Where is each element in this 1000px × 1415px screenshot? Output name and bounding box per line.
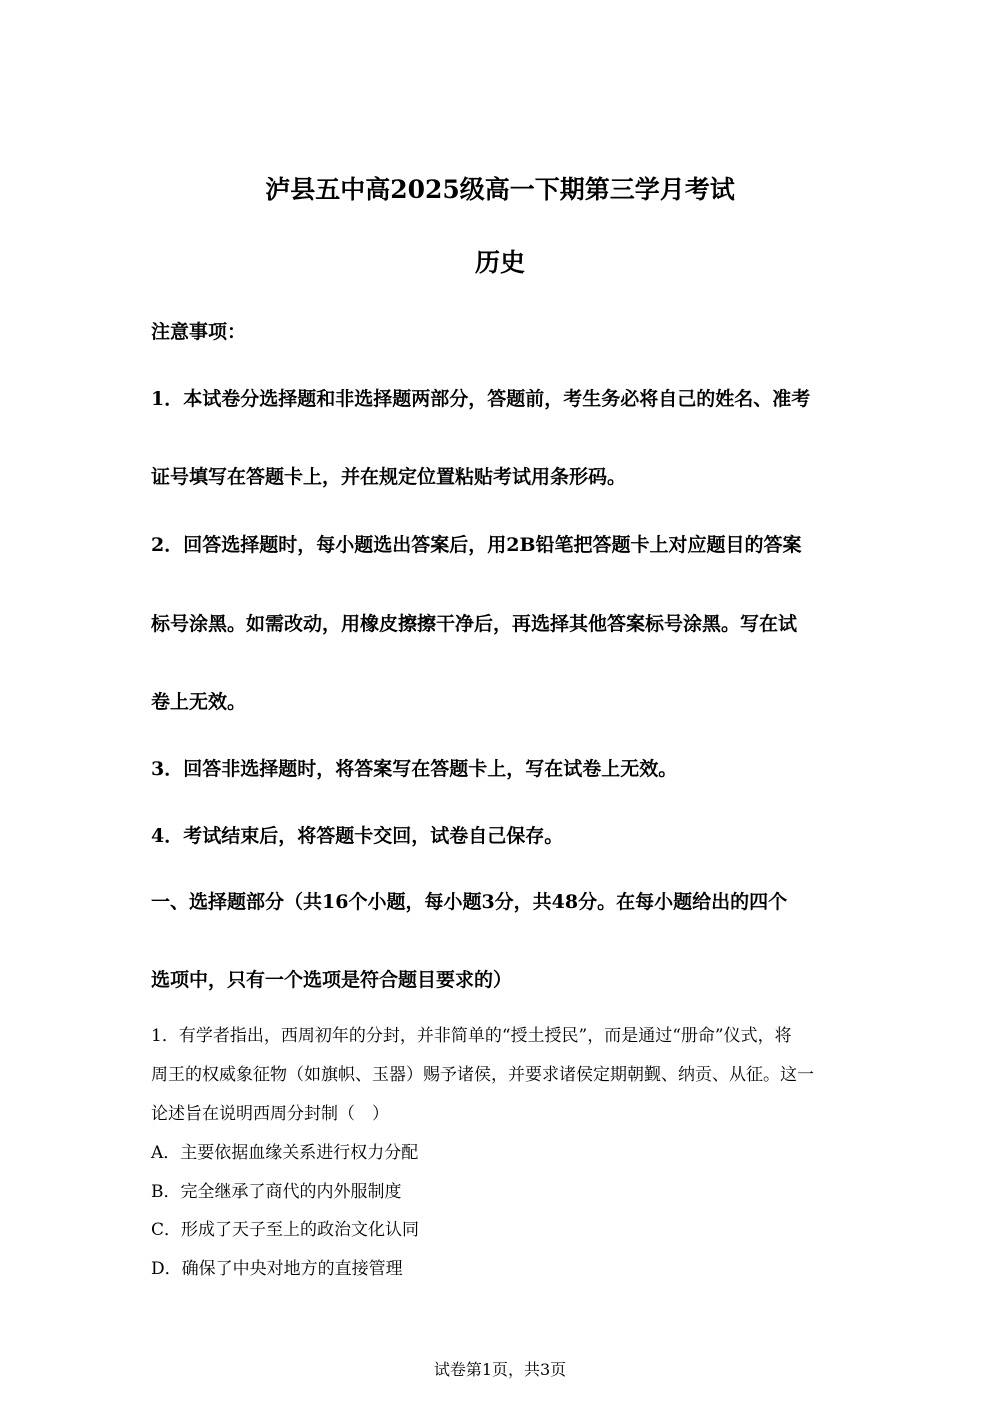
question-1-option-c: C．形成了天子至上的政治文化认同 [151,1220,420,1240]
question-1-option-b: B．完全继承了商代的内外服制度 [151,1182,402,1202]
exam-title: 泸县五中高2025级高一下期第三学月考试 [265,175,735,204]
notice-item-4: 4．考试结束后，将答题卡交回，试卷自己保存。 [151,825,564,847]
notice-item-2-line-1: 2．回答选择题时，每小题选出答案后，用2B铅笔把答题卡上对应题目的答案 [151,534,802,556]
notice-item-2-line-2: 标号涂黑。如需改动，用橡皮擦擦干净后，再选择其他答案标号涂黑。写在试 [151,613,798,635]
notice-item-1-line-1: 1．本试卷分选择题和非选择题两部分，答题前，考生务必将自己的姓名、准考 [151,388,811,410]
notice-item-2-line-3: 卷上无效。 [151,691,247,713]
section-heading-line-2: 选项中，只有一个选项是符合题目要求的） [151,969,513,991]
question-1-line-1: 1．有学者指出，西周初年的分封，并非简单的“授土授民”，而是通过“册命”仪式，将 [151,1026,792,1046]
question-1-line-3: 论述旨在说明西周分封制（ ） [151,1104,389,1124]
notice-item-1-line-2: 证号填写在答题卡上，并在规定位置粘贴考试用条形码。 [151,466,627,488]
question-1-line-2: 周王的权威象征物（如旗帜、玉器）赐予诸侯，并要求诸侯定期朝觐、纳贡、从征。这一 [151,1065,814,1085]
page-footer: 试卷第1页，共3页 [433,1360,567,1379]
question-1-option-a: A．主要依据血缘关系进行权力分配 [151,1143,419,1163]
subject-title: 历史 [474,248,525,277]
section-heading-line-1: 一、选择题部分（共16个小题，每小题3分，共48分。在每小题给出的四个 [151,891,788,913]
question-1-option-d: D．确保了中央对地方的直接管理 [151,1259,403,1279]
notice-item-3: 3．回答非选择题时，将答案写在答题卡上，写在试卷上无效。 [151,758,678,780]
notice-heading: 注意事项： [151,321,247,343]
